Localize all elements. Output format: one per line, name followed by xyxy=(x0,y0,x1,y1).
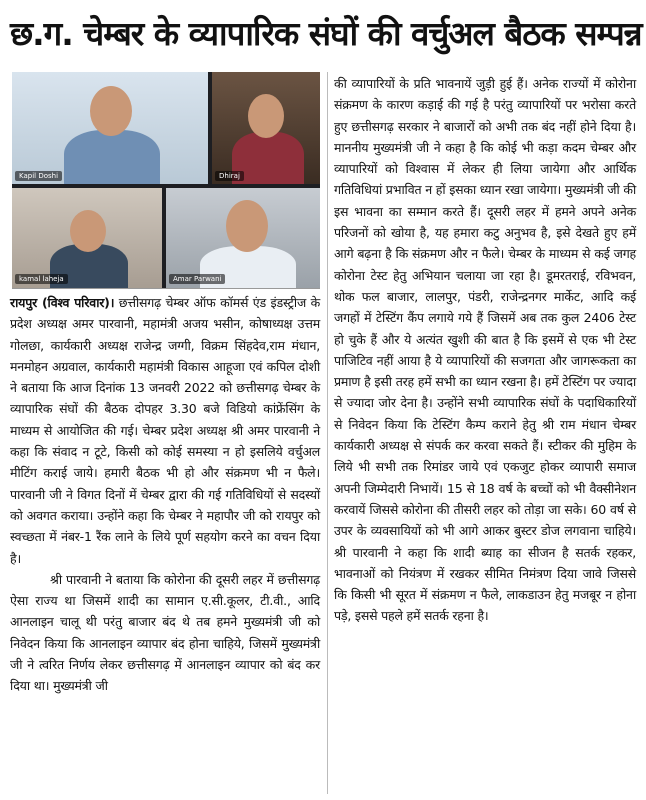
article-paragraph xyxy=(10,292,320,569)
article-paragraph: की व्यापारियों के प्रति भावनायें जुड़ी हुई हैं। अनेक राज्यों में कोरोना संक्रमण के कारण कड़ाई की गई है परंतु व्यापारियों पर भरोसा करते हुए छत्तीसगढ़ सरकार ने बाजारों को अभी तक बंद नहीं होने दिया है। माननीय मुख्यमंत्री जी ने कहा है कि कोई भी कड़ा कदम चेम्बर और व्यापारियों को विश्वास में लेकर ही लिया जायेगा और आर्थिक गतिविधियां प्रभावित न हों इसका ध्यान रखा जायेगा। मुख्यमंत्री जी की इस भावना का सम्मान करते हैं। दूसरी लहर में हमने अपने अनेक परिजनों को खोया है, यह हमारा कटु अनुभव है, इसे देखते हुए हमें आगे बढ़ना है कि संक्रमण और न फैले। चेम्बर के माध्यम से कई जगह कोरोना टेस्ट हेतु अभियान चलाया जा रहा है। डूमरतराई, रविभवन, थोक फल बाजार, लालपुर, पंडरी, राजेन्द्रनगर मार्केट, आदि कई जगहों में टेस्टिंग कैंप लगाये गये हैं जिसमें अब तक कुल 2406 टेस्ट हो चुके हैं और ये अत्यंत खुशी की बात है कि इसमें से एक भी टेस्ट पाजिटिव नहीं आया है ये व्यापारियों की सजगता और जागरूकता का प्रमाण है इसी तरह हमें सभी का ध्यान रखना है। हमें टेस्टिंग पर ज्यादा से ज्यादा जोर देना है। उन्होंने सभी व्यापारिक संघों के पदाधिकारियों से निवेदन किया कि टेस्टिंग कैम्प कराने हेतु श्री राम मंधान चेम्बर कार्यकारी अध्यक्ष से संपर्क कर करवा सकते हैं। स्टीकर की मुहिम के लिये भी सभी तक रिमांडर जाये एवं एकजुट होकर व्यापारी समाज अपनी जिम्मेदारी निभायें। 15 से 18 वर्ष के बच्चों को भी वैक्सीनेशन करवायें जिससे कोरोना की तीसरी लहर को तोड़ा जा सके। 60 वर्ष से उपर के व्यवसायियों को भी आगे आकर बुस्टर डोज लगवाना चाहिये। श्री पारवानी ने कहा कि शादी ब्याह का सीजन है सतर्क रहकर, भावनाओं को नियंत्रण में रखकर सीमित निमंत्रण दिया जावे जिससे कि किसी भी सूरत में संक्रमण न फैले, लाकडाउन हेतु मजबूर न होना पड़े, इससे पहले हमें सतर्क रहना है। xyxy=(334,76,636,624)
participant-name-tag: Dhiraj xyxy=(215,171,244,181)
participant-tile xyxy=(212,72,320,184)
photo-divider xyxy=(12,288,320,289)
video-conference-photo xyxy=(12,72,320,288)
headline: छ.ग. चेम्बर के व्यापारिक संघों की वर्चुअल बैठक सम्पन्न xyxy=(10,14,642,53)
article-paragraph: श्री पारवानी ने बताया कि कोरोना की दूसरी लहर में छत्तीसगढ़ ऐसा राज्य था जिसमें शादी का सामान ए.सी.कूलर, टी.वी., आदि आनलाइन चालू थी परंतु बाजार बंद थे तब हमने मुख्यमंत्री जी को निवेदन किया कि आनलाइन व्यापार बंद होना चाहिये, जिसमें मुख्यमंत्री जी ने त्वरित निर्णय लेकर छत्तीसगढ़ में आनलाइन व्यापार को बंद कर दिया था। मुख्यमंत्री जी xyxy=(10,571,320,694)
participant-tile xyxy=(12,188,162,288)
article-left-column xyxy=(10,292,320,697)
article-right-column xyxy=(334,73,636,627)
participant-name-tag: Amar Parwani xyxy=(169,274,225,284)
dateline: रायपुर (विश्व परिवार)। xyxy=(10,295,115,310)
participant-name-tag: Kapil Doshi xyxy=(15,171,62,181)
paragraph-text: छत्तीसगढ़ चेम्बर ऑफ कॉमर्स एंड इंडस्ट्रीज के प्रदेश अध्यक्ष अमर पारवानी, महामंत्री अजय भसीन, कोषाध्यक्ष उत्तम गोलछा, कार्यकारी अध्यक्ष राजेन्द्र जग्गी, विक्रम सिंहदेव,राम मंधान, मनमोहन अग्रवाल, कार्यकारी महामंत्री विकास आहूजा एवं कपिल दोशी ने बताया कि आज दिनांक 13 जनवरी 2022 को छत्तीसगढ़ चेम्बर के व्यापारिक संघों की बैठक दोपहर 3.30 बजे विडियो कांफ्रेंसिंग के माध्यम से आयोजित की गई। चेम्बर प्रदेश अध्यक्ष श्री अमर पारवानी ने कहा कि संवाद न टूटे, किसी को कोई समस्या न हो इसलिये वर्चुअल मीटिंग कराई जाये। हमारी बैठक भी हो और संक्रमण भी न फैले। पारवानी जी ने विगत दिनों में चेम्बर द्वारा की गई गतिविधियों से सदस्यों को अवगत कराया। उन्होंने कहा कि चेम्बर ने महापौर जी को रायपुर को स्वच्छता में नंबर-1 रैंक लाने के लिये पूर्ण सहयोग करने का वचन दिया है। xyxy=(10,295,320,566)
participant-tile xyxy=(12,72,208,184)
participant-name-tag: kamal laheja xyxy=(15,274,68,284)
participant-tile xyxy=(166,188,320,288)
column-divider xyxy=(327,72,328,794)
